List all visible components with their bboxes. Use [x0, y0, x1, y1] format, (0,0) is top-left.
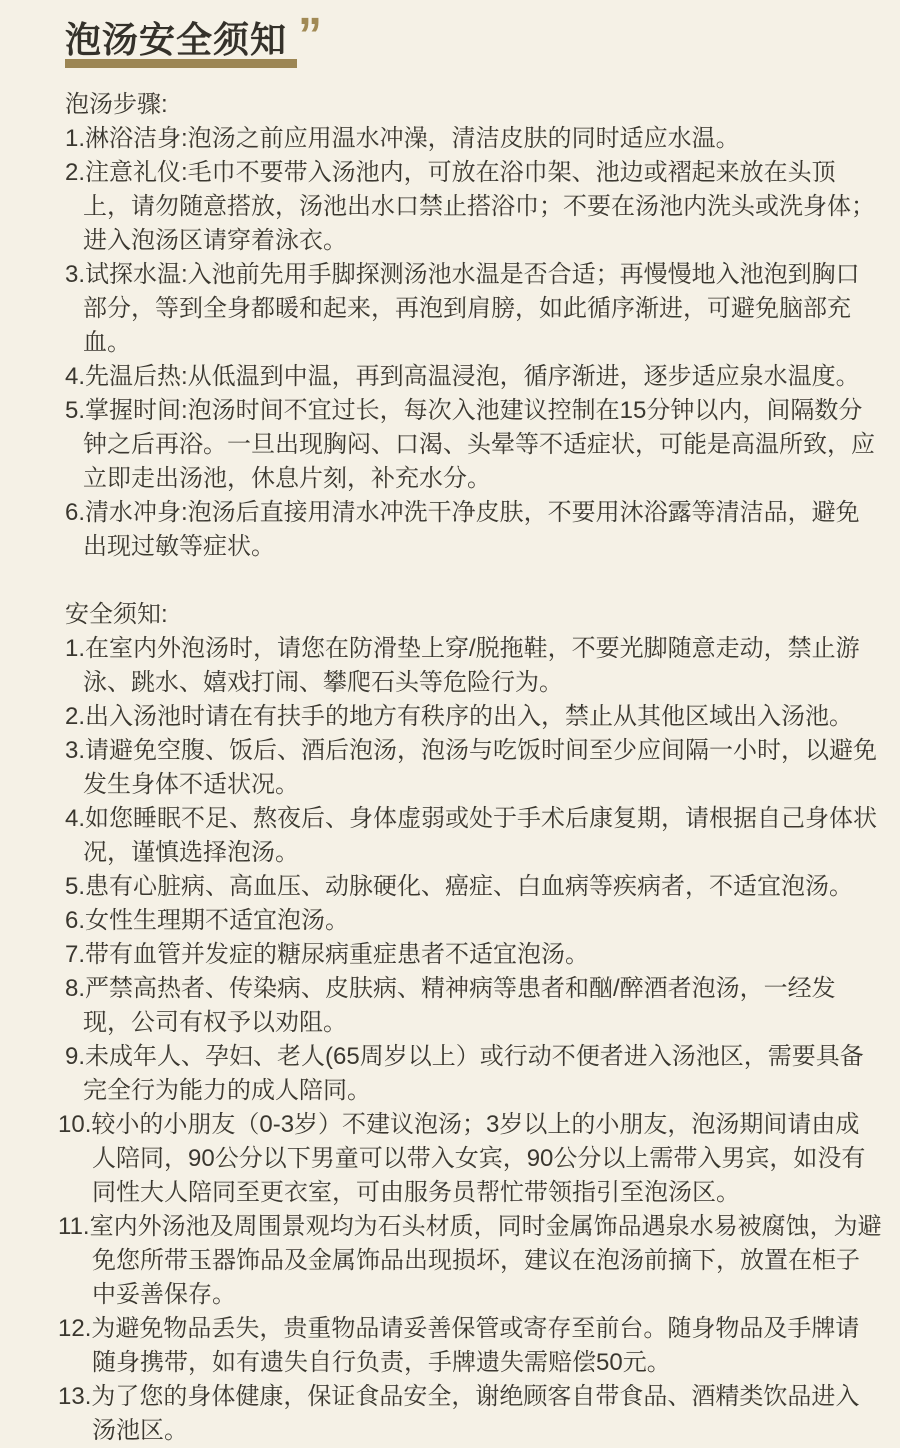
page-title: [65, 9, 882, 68]
page-title-text: 泡汤安全须知: [65, 22, 297, 68]
notice-section: [65, 88, 882, 564]
notice-item: 1.在室内外泡汤时，请您在防滑垫上穿/脱拖鞋，不要光脚随意走动，禁止游泳、跳水、嬉戏打闹、攀爬石头等危险行为。: [65, 635, 860, 696]
section-body: [65, 122, 882, 564]
notice-item: 6.清水冲身:泡汤后直接用清水冲洗干净皮肤，不要用沐浴露等清洁品，避免出现过敏等症状。: [65, 499, 860, 560]
notice-item: 10.较小的小朋友（0-3岁）不建议泡汤；3岁以上的小朋友，泡汤期间请由成人陪同，90公分以下男童可以带入女宾，90公分以上需带入男宾，如没有同性大人陪同至更衣室，可由服务员帮忙带领指引至泡汤区。: [58, 1111, 866, 1206]
quote-icon: ”: [298, 9, 323, 62]
notice-item: 1.淋浴洁身:泡汤之前应用温水冲澡，清洁皮肤的同时适应水温。: [65, 125, 740, 152]
notice-item: 12.为避免物品丢失，贵重物品请妥善保管或寄存至前台。随身物品及手牌请随身携带，如有遗失自行负责，手牌遗失需赔偿50元。: [58, 1315, 860, 1376]
notice-item: 8.严禁高热者、传染病、皮肤病、精神病等患者和酗/醉酒者泡汤，一经发现，公司有权予以劝阻。: [65, 975, 836, 1036]
section-heading: 安全须知:: [65, 601, 168, 628]
notice-item: 4.先温后热:从低温到中温，再到高温浸泡，循序渐进，逐步适应泉水温度。: [65, 363, 860, 390]
notice-item: 6.女性生理期不适宜泡汤。: [65, 907, 350, 934]
notice-item: 5.患有心脏病、高血压、动脉硬化、癌症、白血病等疾病者，不适宜泡汤。: [65, 873, 854, 900]
sections-container: [58, 88, 882, 1448]
notice-item: 11.室内外汤池及周围景观均为石头材质，同时金属饰品遇泉水易被腐蚀，为避免您所带玉器饰品及金属饰品出现损坏，建议在泡汤前摘下，放置在柜子中妥善保存。: [58, 1213, 882, 1308]
notice-item: 3.试探水温:入池前先用手脚探测汤池水温是否合适；再慢慢地入池泡到胸口部分，等到全身都暖和起来，再泡到肩膀，如此循序渐进，可避免脑部充血。: [65, 261, 860, 356]
notice-item: 9.未成年人、孕妇、老人(65周岁以上）或行动不便者进入汤池区，需要具备完全行为能力的成人陪同。: [65, 1043, 864, 1104]
notice-item: 2.出入汤池时请在有扶手的地方有秩序的出入，禁止从其他区域出入汤池。: [65, 703, 854, 730]
notice-item: 4.如您睡眠不足、熬夜后、身体虚弱或处于手术后康复期，请根据自己身体状况，谨慎选择泡汤。: [65, 805, 878, 866]
section-body: [58, 632, 882, 1448]
notice-item: 2.注意礼仪:毛巾不要带入汤池内，可放在浴巾架、池边或褶起来放在头顶上，请勿随意搭放，汤池出水口禁止搭浴巾；不要在汤池内洗头或洗身体；进入泡汤区请穿着泳衣。: [65, 159, 875, 254]
notice-item: 13.为了您的身体健康，保证食品安全，谢绝顾客自带食品、酒精类饮品进入汤池区。: [58, 1383, 860, 1444]
notice-item: 3.请避免空腹、饭后、酒后泡汤，泡汤与吃饭时间至少应间隔一小时，以避免发生身体不适状况。: [65, 737, 878, 798]
notice-item: 5.掌握时间:泡汤时间不宜过长，每次入池建议控制在15分钟以内，间隔数分钟之后再浴。一旦出现胸闷、口渴、头晕等不适症状，可能是高温所致，应立即走出汤池，休息片刻，补充水分。: [65, 397, 875, 492]
notice-section: [58, 598, 882, 1448]
notice-item: 7.带有血管并发症的糖尿病重症患者不适宜泡汤。: [65, 941, 590, 968]
section-heading: 泡汤步骤:: [65, 91, 168, 118]
